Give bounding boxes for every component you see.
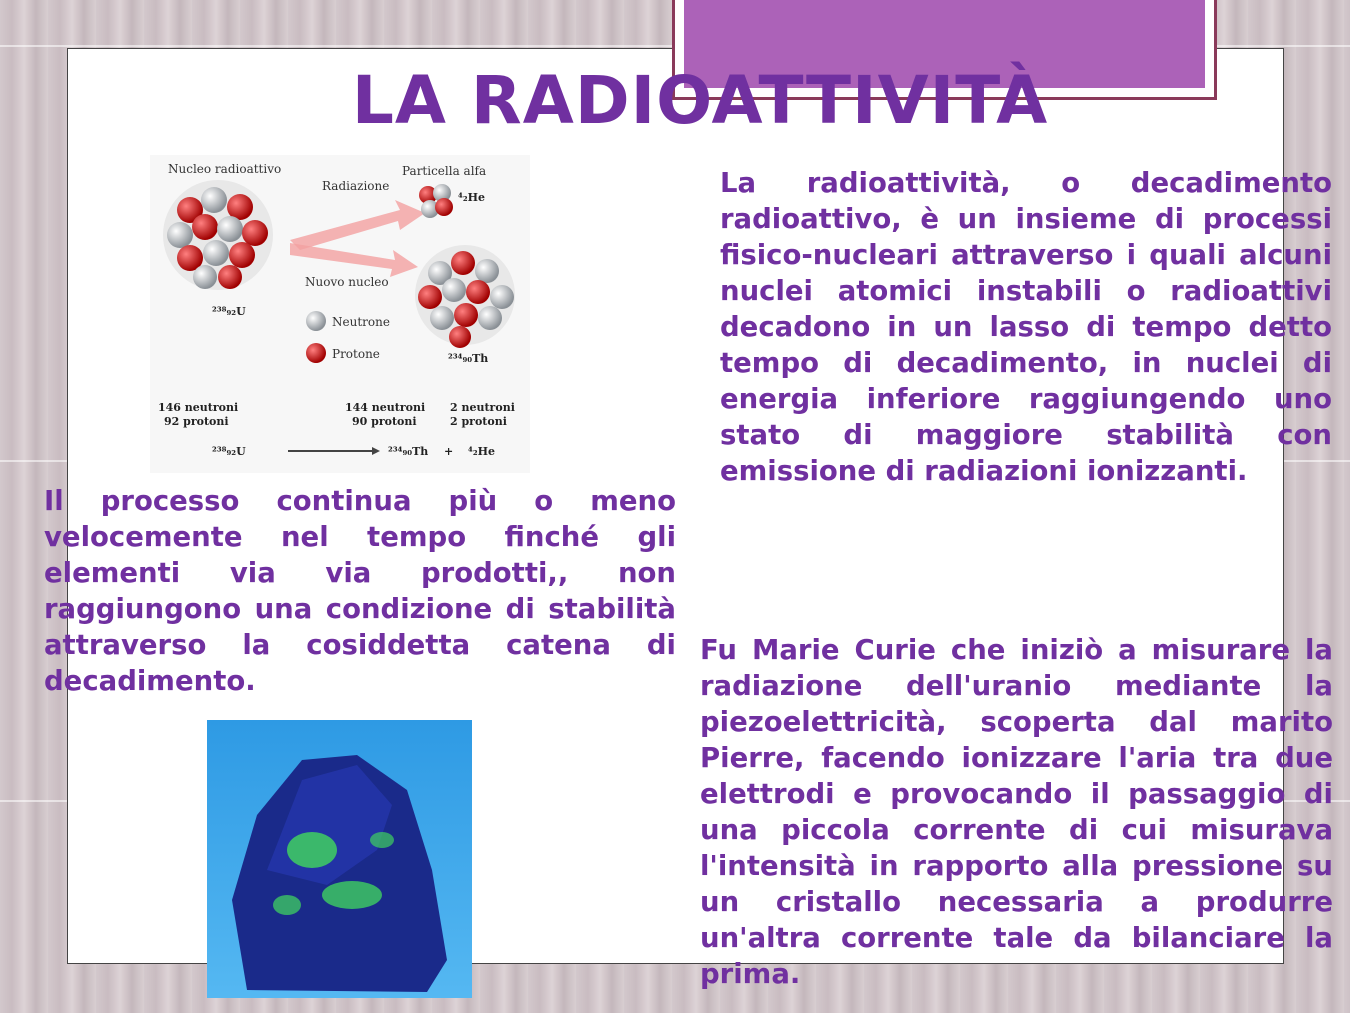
decay-diagram xyxy=(150,155,530,473)
thorium-symbol: ²³⁴₉₀Th xyxy=(448,352,489,365)
legend-proton: Protone xyxy=(332,347,380,361)
eq-th-neutrons: 144 neutroni xyxy=(345,401,426,414)
uranium-mineral-photo xyxy=(207,720,472,998)
definition-paragraph: La radioattività, o decadimento radioattivo, è un insieme di processi fisico-nucleari attraverso i quali alcuni nuclei atomici instabili o radioattivi decadono in un lasso di tempo detto tempo di decadimento, in nuclei di energia inferiore raggiungendo uno stato di maggiore stabilità con emissione di radiazioni ionizzanti. xyxy=(720,167,1332,487)
radiation-label: Radiazione xyxy=(322,179,390,193)
eq-plus: + xyxy=(444,445,454,458)
fluorescent-spot xyxy=(287,832,337,868)
page-title: LA RADIOATTIVITÀ xyxy=(351,62,1049,139)
eq-u-protons: 92 protoni xyxy=(164,415,229,428)
neutron-legend-icon xyxy=(306,311,326,331)
decay-diagram-svg xyxy=(150,155,530,473)
fluorescent-spot xyxy=(370,832,394,848)
alpha-particle xyxy=(419,184,453,218)
radiation-arrow xyxy=(290,200,425,250)
eq-u-neutrons: 146 neutroni xyxy=(158,401,239,414)
eq-he-protons: 2 protoni xyxy=(450,415,507,428)
legend-neutron: Neutrone xyxy=(332,315,390,329)
eq-u: ²³⁸₉₂U xyxy=(212,445,246,458)
eq-th-protons: 90 protoni xyxy=(352,415,417,428)
thorium-nucleus xyxy=(415,245,515,348)
curie-paragraph: Fu Marie Curie che iniziò a misurare la radiazione dell'uranio mediante la piezoelettricità, scoperta dal marito Pierre, facendo ionizzare l'aria tra due elettrodi e provocando il passaggio di una piccola corrente di cui misurava l'intensità in rapporto alla pressione su un cristallo necessaria a produrre un'altra corrente tale da bilanciare la prima. xyxy=(700,634,1333,990)
nucleus-label: Nucleo radioattivo xyxy=(168,162,282,176)
uranium-symbol: ²³⁸₉₂U xyxy=(212,305,246,318)
eq-he: ⁴₂He xyxy=(468,445,496,458)
alpha-label: Particella alfa xyxy=(402,164,487,178)
decay-arrow xyxy=(290,243,418,277)
eq-he-neutrons: 2 neutroni xyxy=(450,401,515,414)
fluorescent-spot xyxy=(273,895,301,915)
process-paragraph: Il processo continua più o meno velocemente nel tempo finché gli elementi via via prodotti,, non raggiungono una condizione di stabilità attraverso la cosiddetta catena di decadimento. xyxy=(44,485,676,697)
mineral-svg xyxy=(207,720,472,998)
eq-th: ²³⁴₉₀Th xyxy=(388,445,429,458)
fluorescent-spot xyxy=(322,881,382,909)
alpha-symbol: ⁴₂He xyxy=(458,191,486,204)
new-nucleus-label: Nuovo nucleo xyxy=(305,275,389,289)
eq-arrow-head xyxy=(372,447,380,455)
proton-legend-icon xyxy=(306,343,326,363)
uranium-nucleus xyxy=(163,180,273,290)
